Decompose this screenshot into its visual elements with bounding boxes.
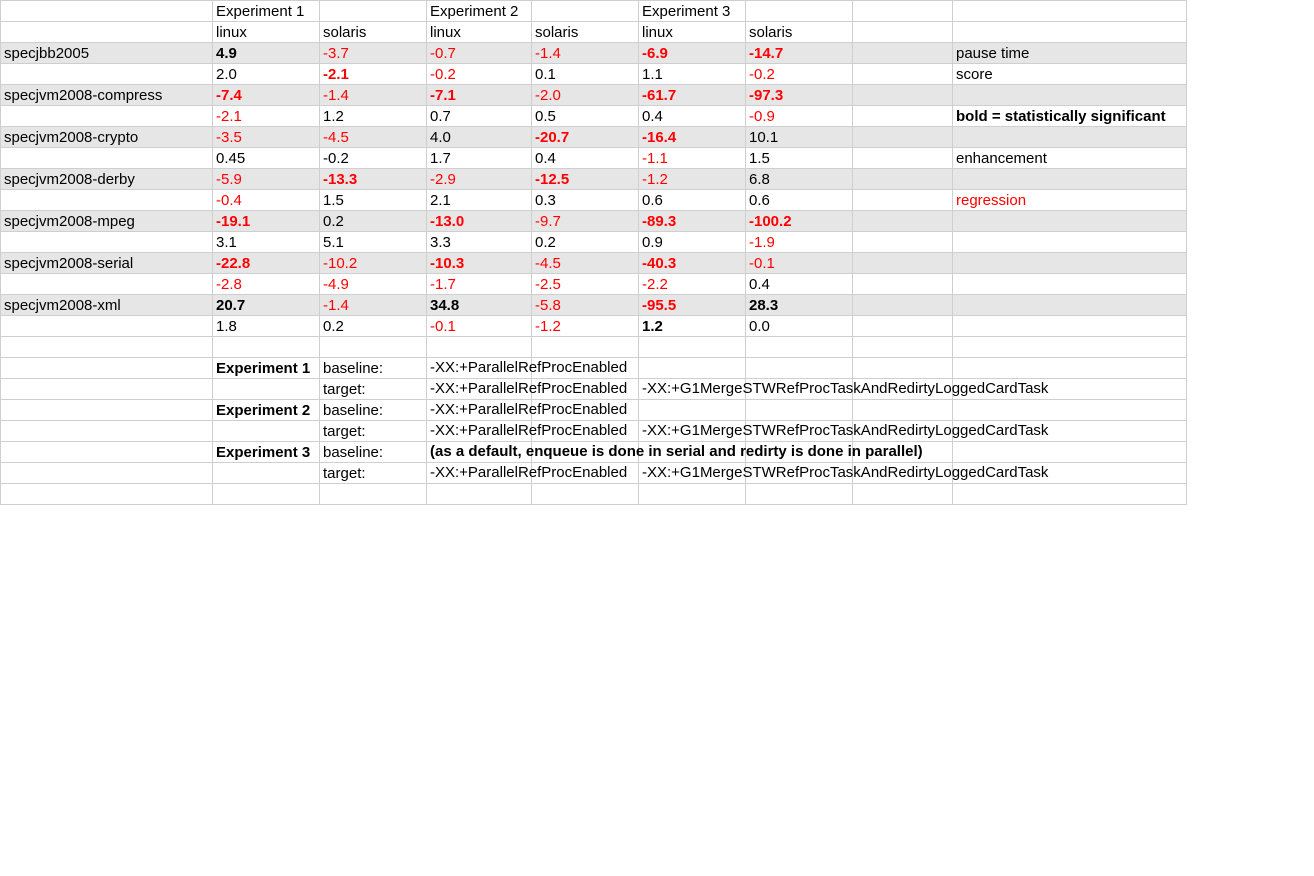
score-value: 0.5 — [532, 106, 639, 127]
empty-cell — [213, 421, 320, 442]
pause-value: -14.7 — [746, 43, 853, 64]
score-value: 2.1 — [427, 190, 532, 211]
score-value: -2.8 — [213, 274, 320, 295]
score-value: 1.5 — [320, 190, 427, 211]
pause-value: -6.9 — [639, 43, 746, 64]
score-value: 0.2 — [320, 316, 427, 337]
pause-value: -1.2 — [639, 169, 746, 190]
config-target-flags-1: -XX:+ParallelRefProcEnabled — [427, 421, 532, 442]
empty-cell — [1, 379, 213, 400]
score-value: 0.4 — [532, 148, 639, 169]
benchmark-name-continued — [1, 232, 213, 253]
empty-cell — [953, 484, 1187, 505]
empty-cell — [853, 295, 953, 316]
legend-pause-time: pause time — [953, 43, 1187, 64]
pause-value: -40.3 — [639, 253, 746, 274]
config-baseline-label: baseline: — [320, 358, 427, 379]
empty-cell — [853, 1, 953, 22]
score-value: -2.5 — [532, 274, 639, 295]
empty-cell — [853, 43, 953, 64]
empty-cell — [746, 400, 853, 421]
pause-value: -3.7 — [320, 43, 427, 64]
os-header-6: solaris — [746, 22, 853, 43]
empty-cell — [1, 337, 213, 358]
empty-cell — [953, 400, 1187, 421]
empty-cell — [953, 85, 1187, 106]
table-row-os-headers — [1, 22, 1187, 43]
benchmark-name-continued — [1, 190, 213, 211]
empty-cell — [1, 463, 213, 484]
score-value: -0.9 — [746, 106, 853, 127]
experiment-2-header: Experiment 2 — [427, 1, 532, 22]
pause-value: -2.0 — [532, 85, 639, 106]
pause-value: -0.1 — [746, 253, 853, 274]
empty-cell — [853, 148, 953, 169]
config-row — [1, 400, 1187, 421]
pause-value: -10.3 — [427, 253, 532, 274]
pause-value: -5.9 — [213, 169, 320, 190]
empty-cell — [853, 127, 953, 148]
empty-cell — [953, 169, 1187, 190]
score-value: -4.9 — [320, 274, 427, 295]
pause-value: -19.1 — [213, 211, 320, 232]
empty-cell — [953, 358, 1187, 379]
pause-value: -5.8 — [532, 295, 639, 316]
pause-value: -9.7 — [532, 211, 639, 232]
empty-cell — [953, 274, 1187, 295]
pause-value: 4.9 — [213, 43, 320, 64]
config-row — [1, 421, 1187, 442]
experiment-1-header: Experiment 1 — [213, 1, 320, 22]
table-row — [1, 316, 1187, 337]
empty-cell — [853, 22, 953, 43]
benchmark-name-continued — [1, 316, 213, 337]
config-baseline-note: (as a default, enqueue is done in serial and redirty is done in parallel) — [427, 442, 532, 463]
empty-cell — [853, 232, 953, 253]
score-value: -1.2 — [532, 316, 639, 337]
empty-cell — [953, 442, 1187, 463]
pause-value: -3.5 — [213, 127, 320, 148]
empty-cell — [213, 463, 320, 484]
config-row — [1, 442, 1187, 463]
config-row — [1, 358, 1187, 379]
score-value: 0.6 — [639, 190, 746, 211]
os-header-1: linux — [213, 22, 320, 43]
config-target-flags-2: -XX:+G1MergeSTWRefProcTaskAndRedirtyLoggedCardTask — [639, 421, 746, 442]
pause-value: -10.2 — [320, 253, 427, 274]
empty-cell — [853, 400, 953, 421]
pause-value: -0.7 — [427, 43, 532, 64]
score-value: 1.2 — [639, 316, 746, 337]
config-target-flags-1: -XX:+ParallelRefProcEnabled — [427, 463, 532, 484]
empty-cell — [953, 1, 1187, 22]
empty-cell — [953, 316, 1187, 337]
benchmark-name-continued — [1, 148, 213, 169]
pause-value: 34.8 — [427, 295, 532, 316]
benchmark-name: specjvm2008-compress — [1, 85, 213, 106]
score-value: 1.5 — [746, 148, 853, 169]
table-row — [1, 148, 1187, 169]
config-target-flags-2: -XX:+G1MergeSTWRefProcTaskAndRedirtyLoggedCardTask — [639, 463, 746, 484]
empty-cell — [1, 484, 213, 505]
empty-cell — [320, 484, 427, 505]
empty-cell — [853, 85, 953, 106]
pause-value: -89.3 — [639, 211, 746, 232]
score-value: -1.1 — [639, 148, 746, 169]
score-value: 3.1 — [213, 232, 320, 253]
score-value: 1.8 — [213, 316, 320, 337]
table-row-spacer — [1, 484, 1187, 505]
table-row — [1, 253, 1187, 274]
pause-value: -1.4 — [320, 295, 427, 316]
table-row — [1, 169, 1187, 190]
empty-cell — [639, 484, 746, 505]
table-row — [1, 295, 1187, 316]
score-value: -2.2 — [639, 274, 746, 295]
table-row-spacer — [1, 337, 1187, 358]
empty-cell — [953, 337, 1187, 358]
table-row — [1, 211, 1187, 232]
pause-value: -95.5 — [639, 295, 746, 316]
pause-value: 20.7 — [213, 295, 320, 316]
score-value: 0.2 — [532, 232, 639, 253]
table-row — [1, 232, 1187, 253]
score-value: 0.3 — [532, 190, 639, 211]
corner-cell — [1, 1, 213, 22]
pause-value: -7.1 — [427, 85, 532, 106]
pause-value: -12.5 — [532, 169, 639, 190]
empty-cell — [953, 127, 1187, 148]
empty-cell — [953, 295, 1187, 316]
empty-cell — [320, 337, 427, 358]
score-value: 5.1 — [320, 232, 427, 253]
pause-value: -97.3 — [746, 85, 853, 106]
benchmark-name: specjvm2008-xml — [1, 295, 213, 316]
empty-cell — [746, 484, 853, 505]
empty-cell — [1, 22, 213, 43]
score-value: 0.45 — [213, 148, 320, 169]
empty-cell — [953, 232, 1187, 253]
score-value: 2.0 — [213, 64, 320, 85]
table-row — [1, 43, 1187, 64]
pause-value: -100.2 — [746, 211, 853, 232]
pause-value: -2.9 — [427, 169, 532, 190]
empty-cell — [213, 484, 320, 505]
experiment-1-header-spacer — [320, 1, 427, 22]
legend-bold-note: bold = statistically significant — [953, 106, 1187, 127]
pause-value: -13.0 — [427, 211, 532, 232]
pause-value: -16.4 — [639, 127, 746, 148]
table-row-experiment-headers — [1, 1, 1187, 22]
score-value: -0.1 — [427, 316, 532, 337]
score-value: 0.9 — [639, 232, 746, 253]
empty-cell — [853, 358, 953, 379]
pause-value: -7.4 — [213, 85, 320, 106]
config-baseline-flags: -XX:+ParallelRefProcEnabled — [427, 358, 532, 379]
config-baseline-label: baseline: — [320, 442, 427, 463]
config-target-flags-1: -XX:+ParallelRefProcEnabled — [427, 379, 532, 400]
pause-value: -1.4 — [320, 85, 427, 106]
table-row — [1, 85, 1187, 106]
score-value: 3.3 — [427, 232, 532, 253]
experiment-2-header-spacer — [532, 1, 639, 22]
empty-cell — [1, 421, 213, 442]
benchmark-name: specjvm2008-derby — [1, 169, 213, 190]
empty-cell — [1, 400, 213, 421]
score-value: 1.2 — [320, 106, 427, 127]
score-value: -0.2 — [320, 148, 427, 169]
score-value: -2.1 — [213, 106, 320, 127]
legend-score: score — [953, 64, 1187, 85]
empty-cell — [853, 106, 953, 127]
benchmark-name: specjbb2005 — [1, 43, 213, 64]
empty-cell — [853, 64, 953, 85]
pause-value: 6.8 — [746, 169, 853, 190]
empty-cell — [953, 253, 1187, 274]
pause-value: 28.3 — [746, 295, 853, 316]
score-value: -0.2 — [427, 64, 532, 85]
empty-cell — [853, 484, 953, 505]
pause-value: 10.1 — [746, 127, 853, 148]
os-header-3: linux — [427, 22, 532, 43]
score-value: -1.9 — [746, 232, 853, 253]
empty-cell — [1, 358, 213, 379]
config-experiment-label: Experiment 1 — [213, 358, 320, 379]
empty-cell — [853, 337, 953, 358]
empty-cell — [953, 211, 1187, 232]
empty-cell — [853, 211, 953, 232]
empty-cell — [853, 253, 953, 274]
score-value: 0.0 — [746, 316, 853, 337]
empty-cell — [639, 337, 746, 358]
score-value: -1.7 — [427, 274, 532, 295]
experiment-3-header: Experiment 3 — [639, 1, 746, 22]
benchmark-name-continued — [1, 274, 213, 295]
pause-value: -22.8 — [213, 253, 320, 274]
empty-cell — [532, 484, 639, 505]
score-value: 1.1 — [639, 64, 746, 85]
empty-cell — [746, 337, 853, 358]
benchmark-name: specjvm2008-serial — [1, 253, 213, 274]
experiment-3-header-spacer — [746, 1, 853, 22]
score-value: 0.6 — [746, 190, 853, 211]
pause-value: -4.5 — [532, 253, 639, 274]
empty-cell — [853, 190, 953, 211]
empty-cell — [853, 169, 953, 190]
config-target-label: target: — [320, 379, 427, 400]
benchmark-name-continued — [1, 64, 213, 85]
os-header-2: solaris — [320, 22, 427, 43]
legend-enhancement: enhancement — [953, 148, 1187, 169]
config-target-flags-2: -XX:+G1MergeSTWRefProcTaskAndRedirtyLoggedCardTask — [639, 379, 746, 400]
score-value: -2.1 — [320, 64, 427, 85]
table-row — [1, 64, 1187, 85]
table-row — [1, 106, 1187, 127]
empty-cell — [853, 274, 953, 295]
benchmark-name: specjvm2008-crypto — [1, 127, 213, 148]
empty-cell — [853, 316, 953, 337]
empty-cell — [427, 337, 532, 358]
config-experiment-label: Experiment 2 — [213, 400, 320, 421]
score-value: 0.1 — [532, 64, 639, 85]
table-row — [1, 190, 1187, 211]
config-row — [1, 379, 1187, 400]
pause-value: -61.7 — [639, 85, 746, 106]
config-experiment-label: Experiment 3 — [213, 442, 320, 463]
config-row — [1, 463, 1187, 484]
pause-value: 0.2 — [320, 211, 427, 232]
empty-cell — [427, 484, 532, 505]
pause-value: -1.4 — [532, 43, 639, 64]
pause-value: -4.5 — [320, 127, 427, 148]
legend-regression: regression — [953, 190, 1187, 211]
empty-cell — [953, 22, 1187, 43]
score-value: -0.2 — [746, 64, 853, 85]
benchmark-name-continued — [1, 106, 213, 127]
table-row — [1, 127, 1187, 148]
empty-cell — [639, 400, 746, 421]
config-target-label: target: — [320, 421, 427, 442]
score-value: 1.7 — [427, 148, 532, 169]
empty-cell — [639, 358, 746, 379]
config-baseline-label: baseline: — [320, 400, 427, 421]
score-value: 0.7 — [427, 106, 532, 127]
pause-value: -20.7 — [532, 127, 639, 148]
os-header-5: linux — [639, 22, 746, 43]
score-value: 0.4 — [639, 106, 746, 127]
empty-cell — [1, 442, 213, 463]
pause-value: 4.0 — [427, 127, 532, 148]
score-value: -0.4 — [213, 190, 320, 211]
empty-cell — [746, 358, 853, 379]
pause-value: -13.3 — [320, 169, 427, 190]
table-row — [1, 274, 1187, 295]
score-value: 0.4 — [746, 274, 853, 295]
config-baseline-flags: -XX:+ParallelRefProcEnabled — [427, 400, 532, 421]
empty-cell — [213, 337, 320, 358]
os-header-4: solaris — [532, 22, 639, 43]
empty-cell — [213, 379, 320, 400]
empty-cell — [532, 337, 639, 358]
benchmark-name: specjvm2008-mpeg — [1, 211, 213, 232]
config-target-label: target: — [320, 463, 427, 484]
